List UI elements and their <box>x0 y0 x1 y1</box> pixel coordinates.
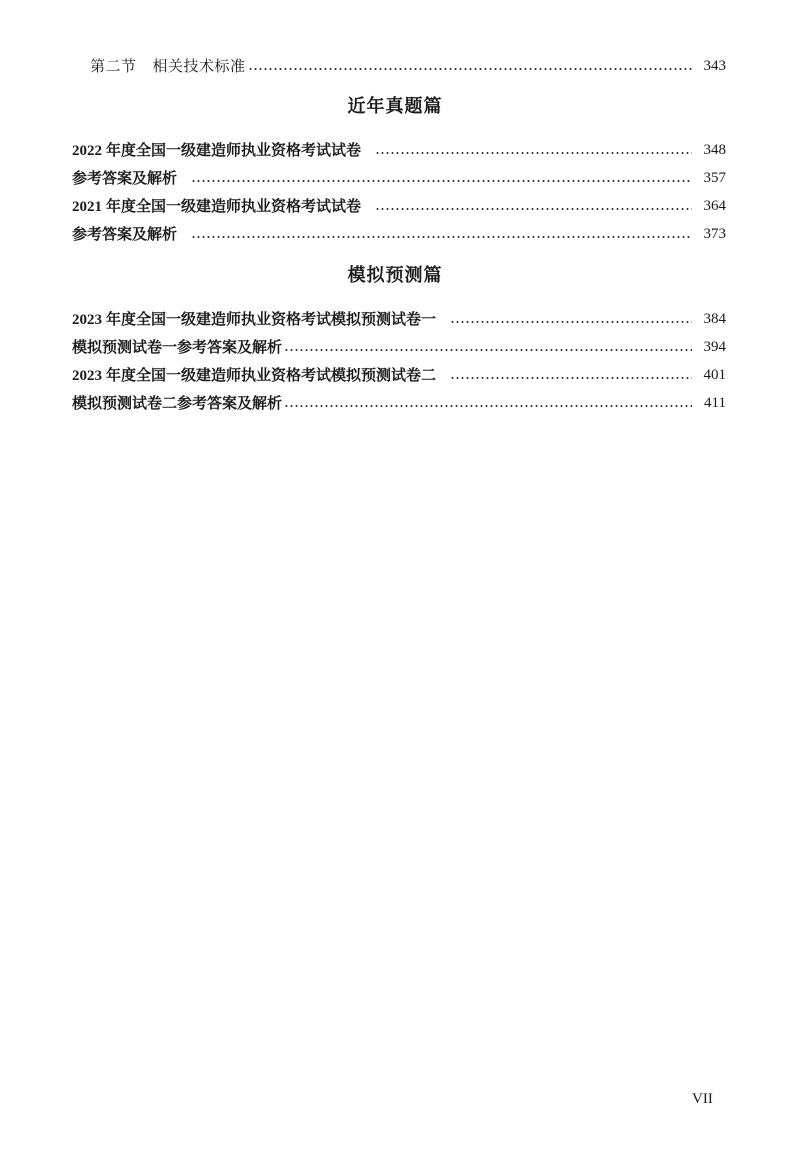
part-heading-recent-exams: 近年真题篇 <box>347 96 443 117</box>
toc-entry-year: 2021 <box>72 198 102 215</box>
toc-page-number: 343 <box>703 58 726 74</box>
toc-entry[interactable] <box>72 194 726 218</box>
toc-page-number: 411 <box>704 395 726 411</box>
toc-entry-title: 2023 年度全国一级建造师执业资格考试模拟预测试卷一 <box>72 309 437 328</box>
dot-leader <box>248 68 692 70</box>
toc-page-number: 348 <box>703 142 726 158</box>
toc-entry-title: 2022 年度全国一级建造师执业资格考试试卷 <box>72 140 362 159</box>
toc-entry[interactable] <box>72 166 726 190</box>
dot-leader <box>375 152 692 154</box>
toc-entry-title: 模拟预测试卷一参考答案及解析 <box>72 338 283 356</box>
dot-leader <box>191 180 692 182</box>
toc-section-title: 相关技术标准 <box>152 57 246 75</box>
toc-entry-title: 模拟预测试卷二参考答案及解析 <box>72 394 283 412</box>
dot-leader <box>450 377 692 379</box>
toc-section-label: 第二节 <box>90 57 137 75</box>
toc-page-number: 394 <box>703 339 726 355</box>
toc-page-number: 401 <box>703 367 726 383</box>
toc-entry-title <box>90 54 246 78</box>
toc-page-number: 384 <box>703 311 726 327</box>
toc-entry-title: 2021 年度全国一级建造师执业资格考试试卷 <box>72 196 362 215</box>
part-heading-mock-exams: 模拟预测篇 <box>347 265 443 286</box>
toc-entry-section[interactable] <box>90 54 726 78</box>
toc-entry-year: 2022 <box>72 142 102 159</box>
toc-entry-year: 2023 <box>72 311 102 328</box>
dot-leader <box>450 321 692 323</box>
toc-entry-title: 参考答案及解析 <box>72 169 178 187</box>
toc-entry[interactable] <box>72 391 726 415</box>
dot-leader <box>284 405 692 407</box>
page-number: VII <box>692 1091 713 1107</box>
toc-entry-year: 2023 <box>72 367 102 384</box>
dot-leader <box>284 349 692 351</box>
toc-page-number: 357 <box>703 170 726 186</box>
toc-page-number: 373 <box>703 226 726 242</box>
dot-leader <box>191 236 692 238</box>
toc-entry[interactable] <box>72 335 726 359</box>
toc-entry[interactable] <box>72 307 726 331</box>
toc-entry-title: 2023 年度全国一级建造师执业资格考试模拟预测试卷二 <box>72 365 437 384</box>
toc-entry[interactable] <box>72 138 726 162</box>
toc-entry[interactable] <box>72 222 726 246</box>
toc-entry-title: 参考答案及解析 <box>72 225 178 243</box>
toc-entry[interactable] <box>72 363 726 387</box>
toc-page-number: 364 <box>703 198 726 214</box>
dot-leader <box>375 208 692 210</box>
